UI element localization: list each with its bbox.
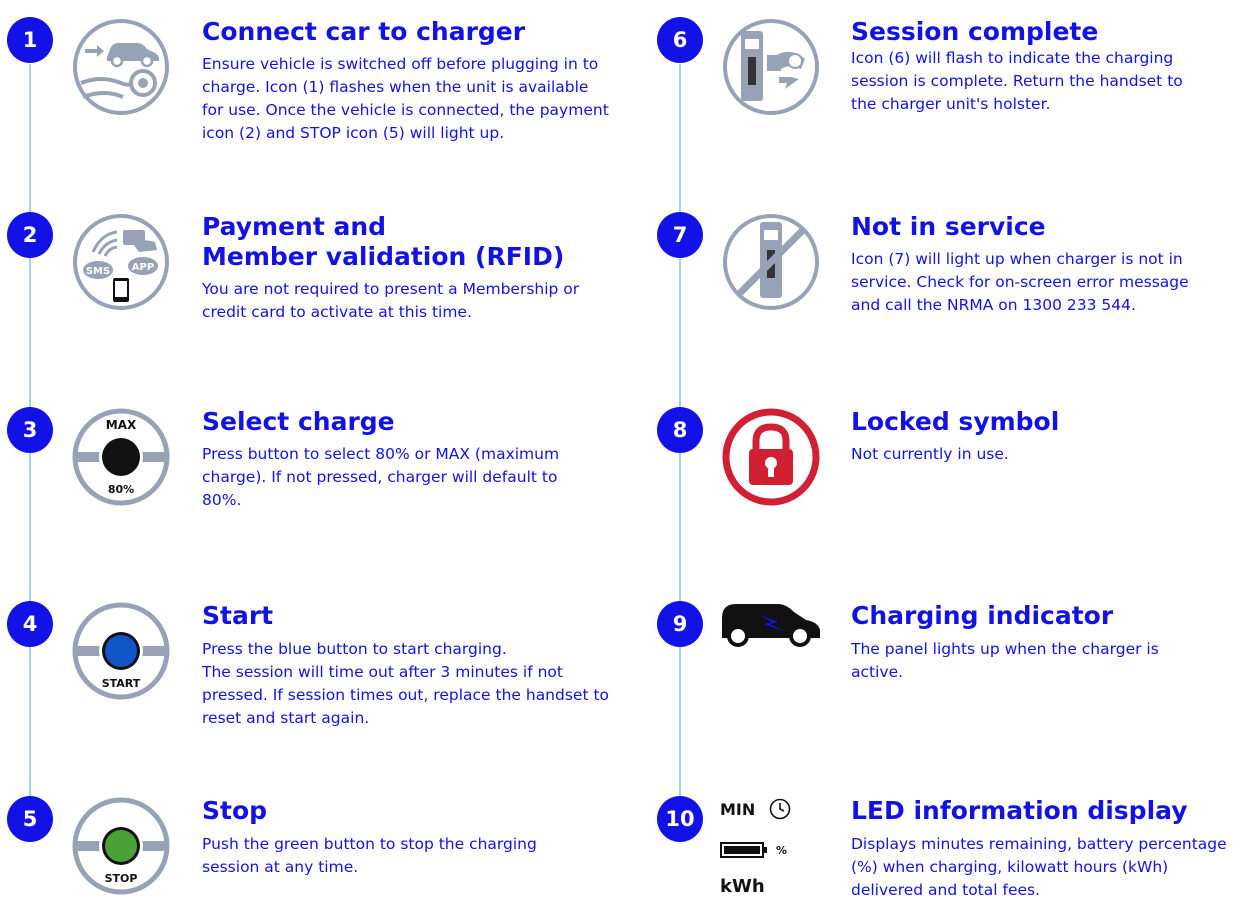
step-number-5: 5 (7, 796, 53, 842)
clock-icon (769, 798, 791, 820)
step-desc-8: Not currently in use. (851, 445, 1009, 463)
app-label: APP (131, 262, 155, 273)
step-title-5: Stop (202, 796, 268, 825)
led-display-icon (720, 796, 830, 906)
step-desc-1: Ensure vehicle is switched off before plugging in to charge. Icon (1) flashes when the unit is available for use. Once the vehicle is connected, the payment icon (2) and STOP icon (5) will light up. (202, 55, 609, 142)
step-desc-9: The panel lights up when the charger is active. (851, 640, 1159, 681)
sms-label: SMS (85, 266, 111, 277)
step-number-1: 1 (7, 17, 53, 63)
step-title-6: Session complete (851, 17, 1099, 46)
percent-label: % (776, 843, 788, 857)
start-button-icon (71, 601, 171, 701)
max-label: MAX (105, 418, 137, 432)
connect-car-icon (71, 17, 171, 117)
charging-car-icon (720, 598, 822, 650)
session-complete-icon (721, 17, 821, 117)
step-number-10: 10 (657, 796, 703, 842)
step-title-2: Payment and (202, 212, 387, 241)
step-title-9: Charging indicator (851, 601, 1114, 630)
step-title-2-line2: Member validation (RFID) (202, 242, 565, 271)
payment-rfid-icon (71, 212, 171, 312)
battery-icon (720, 842, 768, 858)
step-number-3: 3 (7, 407, 53, 453)
step-desc-4: Press the blue button to start charging. (202, 640, 507, 658)
step-number-6: 6 (657, 17, 703, 63)
stop-button-icon (71, 796, 171, 896)
step-number-9: 9 (657, 601, 703, 647)
step-number-7: 7 (657, 212, 703, 258)
eighty-percent-label: 80% (107, 483, 135, 496)
step-number-4: 4 (7, 601, 53, 647)
step-number-2: 2 (7, 212, 53, 258)
step-desc-2: You are not required to present a Membership or credit card to activate at this time. (202, 280, 580, 321)
step-desc-4-b: The session will time out after 3 minutes if not pressed. If session times out, replace the handset to reset and start again. (202, 663, 610, 727)
step-desc-3: Press button to select 80% or MAX (maximum charge). If not pressed, charger will default to 80%. (202, 445, 560, 509)
step-desc-6: Icon (6) will flash to indicate the charging session is complete. Return the handset to the charger unit's holster. (851, 49, 1183, 113)
not-in-service-icon (721, 212, 821, 312)
step-desc-7: Icon (7) will light up when charger is not in service. Check for on-screen error message and call the NRMA on 1300 233 544. (851, 250, 1189, 314)
step-desc-10: Displays minutes remaining, battery percentage (%) when charging, kilowatt hours (kWh) delivered and total fees. (851, 835, 1227, 899)
step-desc-5: Push the green button to stop the charging session at any time. (202, 835, 537, 876)
lock-icon (721, 407, 821, 507)
kwh-label: kWh (720, 876, 765, 897)
step-title-1: Connect car to charger (202, 17, 526, 46)
select-charge-button-icon (71, 407, 171, 507)
min-label: MIN (720, 799, 756, 819)
step-title-3: Select charge (202, 407, 395, 436)
step-title-7: Not in service (851, 212, 1046, 241)
step-title-10: LED information display (851, 796, 1188, 825)
stop-label: STOP (104, 872, 138, 885)
step-title-8: Locked symbol (851, 407, 1060, 436)
start-label: START (101, 677, 141, 690)
step-title-4: Start (202, 601, 274, 630)
step-number-8: 8 (657, 407, 703, 453)
